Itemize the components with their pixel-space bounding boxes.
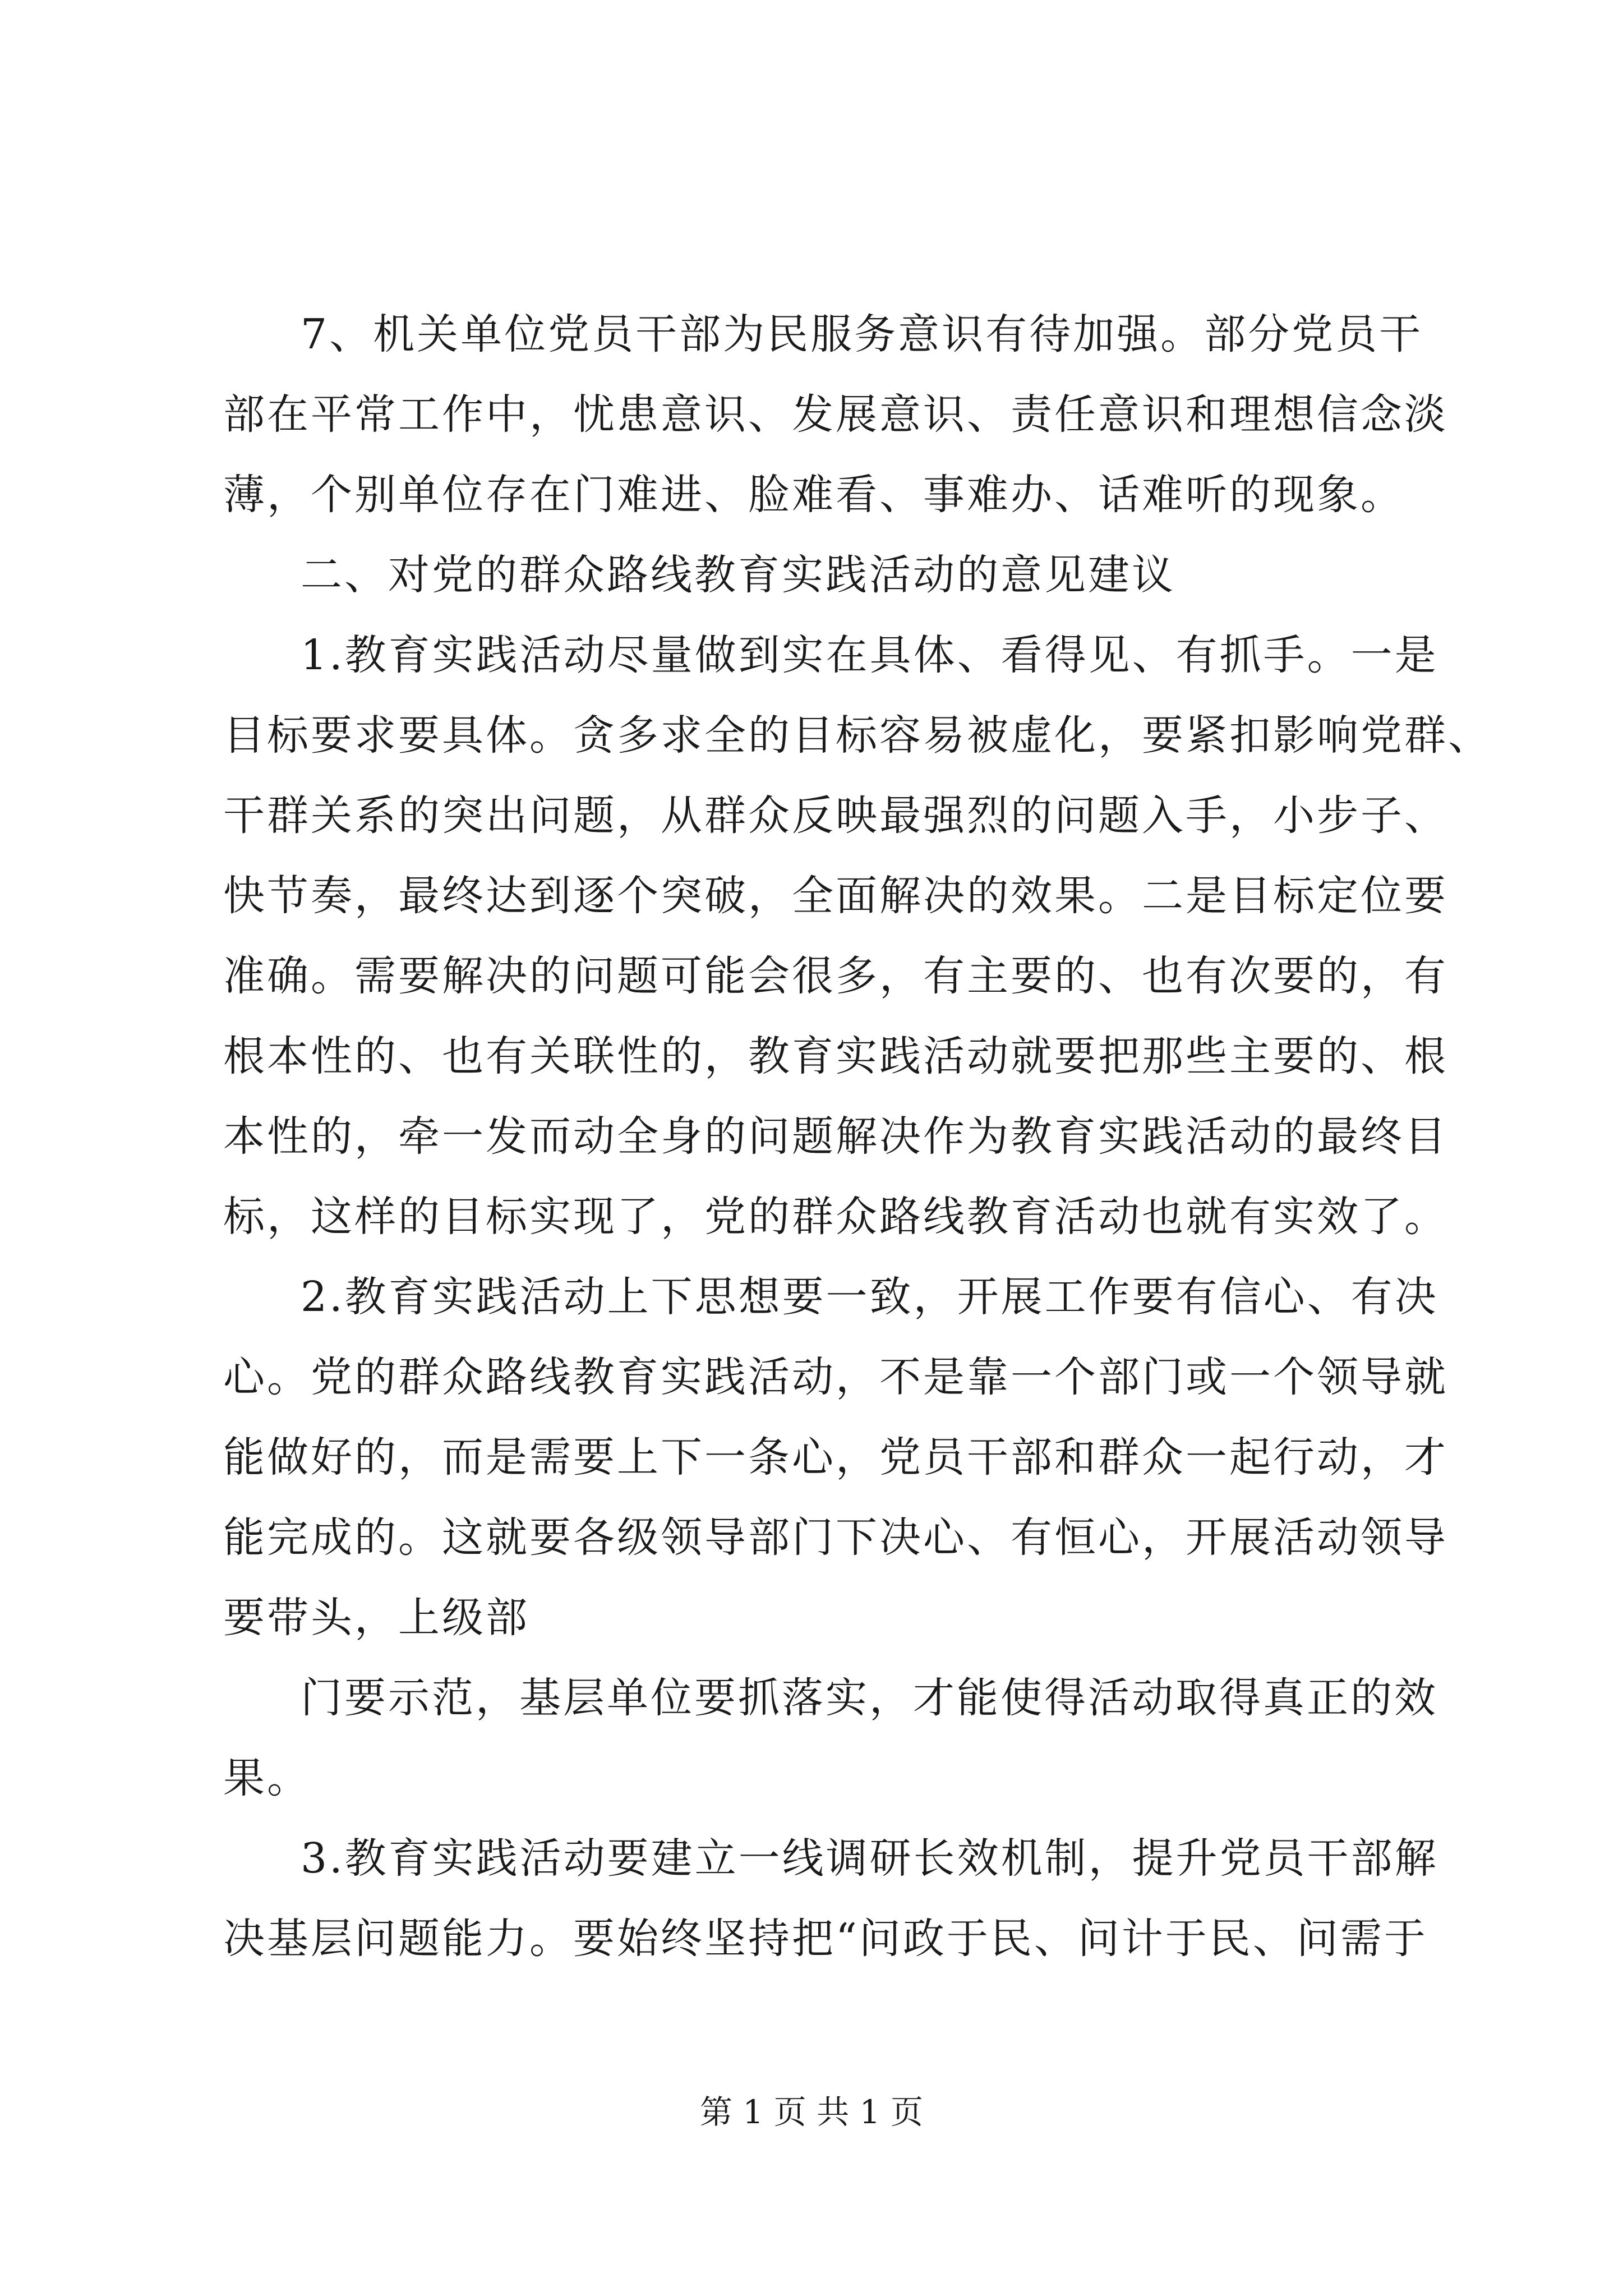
item-2-line-3: 能做好的，而是需要上下一条心，党员干部和群众一起行动，才 — [223, 1433, 1448, 1481]
item-1-line-6: 根本性的、也有关联性的，教育实践活动就要把那些主要的、根 — [223, 1032, 1448, 1080]
item-2-line-4: 能完成的。这就要各级领导部门下决心、有恒心，开展活动领导 — [223, 1513, 1448, 1562]
item-2-cont-line-1: 门要示范，基层单位要抓落实，才能使得活动取得真正的效 — [301, 1674, 1438, 1722]
section-heading-2: 二、对党的群众路线教育实践活动的意见建议 — [301, 551, 1175, 599]
item-1-line-5: 准确。需要解决的问题可能会很多，有主要的、也有次要的，有 — [223, 952, 1448, 1000]
item-1-line-7: 本性的，牵一发而动全身的问题解决作为教育实践活动的最终目 — [223, 1112, 1448, 1161]
paragraph-7-line-1: 7、机关单位党员干部为民服务意识有待加强。部分党员干 — [301, 310, 1423, 358]
item-1-line-8: 标，这样的目标实现了，党的群众路线教育活动也就有实效了。 — [223, 1193, 1448, 1241]
item-2-line-5: 要带头，上级部 — [223, 1594, 529, 1642]
item-1-line-3: 干群关系的突出问题，从群众反映最强烈的问题入手，小步子、 — [223, 792, 1448, 840]
item-2-line-1: 2.教育实践活动上下思想要一致，开展工作要有信心、有决 — [301, 1273, 1438, 1321]
paragraph-7-line-2: 部在平常工作中，忧患意识、发展意识、责任意识和理想信念淡 — [223, 390, 1448, 439]
item-2-line-2: 心。党的群众路线教育实践活动，不是靠一个部门或一个领导就 — [223, 1353, 1448, 1401]
page-footer: 第 1 页 共 1 页 — [700, 2093, 923, 2131]
item-2-cont-line-2: 果。 — [223, 1754, 311, 1802]
item-1-line-4: 快节奏，最终达到逐个突破，全面解决的效果。二是目标定位要 — [223, 872, 1448, 920]
item-3-line-1: 3.教育实践活动要建立一线调研长效机制，提升党员干部解 — [301, 1834, 1438, 1883]
item-3-line-2: 决基层问题能力。要始终坚持把“问政于民、问计于民、问需于 — [223, 1915, 1428, 1963]
item-1-line-1: 1.教育实践活动尽量做到实在具体、看得见、有抓手。一是 — [301, 631, 1438, 679]
paragraph-7-line-3: 薄，个别单位存在门难进、脸难看、事难办、话难听的现象。 — [223, 471, 1404, 519]
item-1-line-2: 目标要求要具体。贪多求全的目标容易被虚化，要紧扣影响党群、 — [223, 711, 1492, 760]
